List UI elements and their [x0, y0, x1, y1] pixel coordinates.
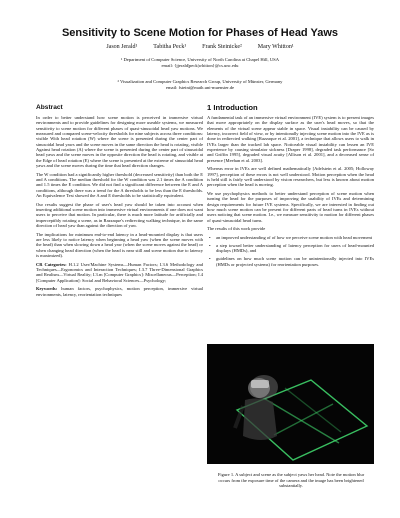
affiliation-2-email: email: fsteini@math.uni-muenster.de: [165, 85, 235, 90]
list-item: • an improved understanding of of how we perceive scene motion with head movement: [207, 235, 374, 240]
figure-photo-graphic: [207, 344, 374, 464]
list-item: • a step toward better understanding of latency perception for users of head-mounted displays (HMDs), and: [207, 243, 374, 254]
figure-1-photo: [207, 344, 374, 464]
abstract-heading: Abstract: [36, 104, 63, 111]
intro-paragraph: Whereas error in IVEs are well defined mathematically [Adelstein et al. 2005; Holloway 1997], perception of these errors is not well understood. Motion perception when the head is held still is fairly well understood by vision researchers, but less is known about motion perception when the head is moving.: [207, 166, 374, 188]
ccs-categories: [36, 262, 203, 283]
abstract-paragraph: In order to better understand how scene motion is perceived in immersive virtual environments and to provide guidelines for designing more useable systems, we measured sensitivity to scene motion for different phases of quasi-sinusoidal head yaw motions. We measured and compared scene-velocity thresholds for nine subjects across three conditions: visible With head rotation (W) where the scene is presented during the center part of sinusoidal head yaws and the scene moves in the same direction the head is rotating, visible Against head rotation (A) where the scene is presented during the center part of sinusoidal head yaws and the scene moves in the opposite direction the head is rotating, and visible at the Edge of head rotation (E) where the scene is presented at the extreme of sinusoidal head yaws and the scene moves during the time that head direction changes.: [36, 115, 203, 169]
list-item: • guidelines on how much scene motion can be unintentionally injected into IVEs (HMDs or projected systems) for reorientation purposes.: [207, 256, 374, 267]
intro-paragraph: The results of this work provide: [207, 226, 266, 232]
photo-background: [207, 344, 374, 464]
ccs-label: CR Categories:: [36, 261, 67, 267]
ccs-text: H.1.2 User/Machine Systems—Human Factors; I.3.6 Methodology and Techniques—Ergonomics and Interaction Techniques; I.3.7 Three-Dimensional Graphics and Realism—Virtual Reality; I.3.m [Computer Graphics]: Miscellaneous—Perception; I.4 [Computer Application]: Social and Behavioral Sciences—Psychology;: [36, 261, 203, 283]
author-name: Frank Steinicke²: [202, 44, 242, 50]
introduction-heading: 1 Introduction: [207, 103, 258, 112]
figure-caption: Figure 1. A subject and scene as the subject yaws her head. Note the motion blur occurs from the exposure time of the camera and the image has been brightened substantially.: [217, 472, 365, 488]
affiliation-2: [0, 79, 400, 91]
affiliation-1-line: ¹ Department of Computer Science, University of North Carolina at Chapel Hill, USA: [120, 57, 280, 62]
author-name: Mary Whitton¹: [257, 44, 294, 50]
abstract-paragraph: Our results suggest the phase of user's head yaw should be taken into account when inserting additional scene motion into immersive virtual environments if one does not want users to perceive that motion. In particular, there is much more latitude for artificially and imperceptibly rotating a scene, as in Razzaque's redirecting walking technique, in the same direction of head yaw than against the direction of yaw.: [36, 201, 203, 229]
author-list: [0, 44, 400, 50]
intro-paragraph: A fundamental task of an immersive virtual environment (IVE) system is to present images that move appropriately on the display surface as the user's head moves, so that the elements of the virtual scene appear stable in space. Visual instability can be caused by latency, incorrect field of view, or by intentionally injecting scene motion into the IVE as is done in redirected walking [Razzaque et al. 2001], a technique that allows users to walk in IVEs larger than the tracked lab space. Noticeable visual instability can lessen an IVE experience by causing simulator sickness [Draper 1998], degraded task performance [So and Griffin 1995], degraded visual acuity [Allison et al. 2001], and a decreased sense of presence [Meehan et al. 2003].: [207, 115, 374, 163]
author-name: Jason Jerald¹: [106, 44, 138, 50]
results-list: [207, 235, 374, 267]
abstract-paragraph: The W condition had a significantly higher threshold (decreased sensitivity) than both the E and A conditions. The median threshold for the W condition was 2.1 times the A condition and 1.5 times the E condition. We did not find a significant difference between the E and A conditions, although there was a trend for the A thresholds to be less than the E thresholds. An Equivalence Test showed the A and E thresholds to be statistically equivalent.: [36, 171, 203, 199]
paper-title: Sensitivity to Scene Motion for Phases of Head Yaws: [61, 27, 339, 39]
abstract-paragraph: The implications for minimum end-to-end latency in a head-mounted display is that users are less likely to notice latency when beginning a head yaw (when the scene moves with the head) than when slowing down a head yaw (when the scene moves against the head) or when changing head direction (when the head is near still and scene motion due to latency is maximized).: [36, 231, 203, 259]
keywords-text: human factors, psychophysics, motion perception, immersive virtual environments, latency, reorientation techniques: [36, 286, 203, 297]
keywords-label: Keywords:: [36, 286, 58, 292]
affiliation-1-email: email: {jjerald|peck|whitton}@cs.unc.edu: [161, 63, 239, 68]
affiliation-2-line: ² Visualization and Computer Graphics Research Group, University of Münster, Germany: [117, 79, 283, 84]
abstract-column: [36, 103, 203, 300]
intro-paragraph: We use psychophysics methods to better understand perception of scene motion when turning the head for the purposes of improving the usability of IVEs and determining design requirements for future IVE systems. Specifically, we are interested in finding out how much scene motion can be present for different parts of head turns in IVEs without users noticing that scene motion. I.e., we measure sensitivity to motion for different phases of quasi-sinusoidal head turns.: [207, 191, 374, 223]
author-name: Tabitha Peck¹: [153, 44, 187, 50]
introduction-column: [207, 103, 374, 270]
affiliation-1: [0, 57, 400, 69]
keywords: [36, 286, 203, 297]
